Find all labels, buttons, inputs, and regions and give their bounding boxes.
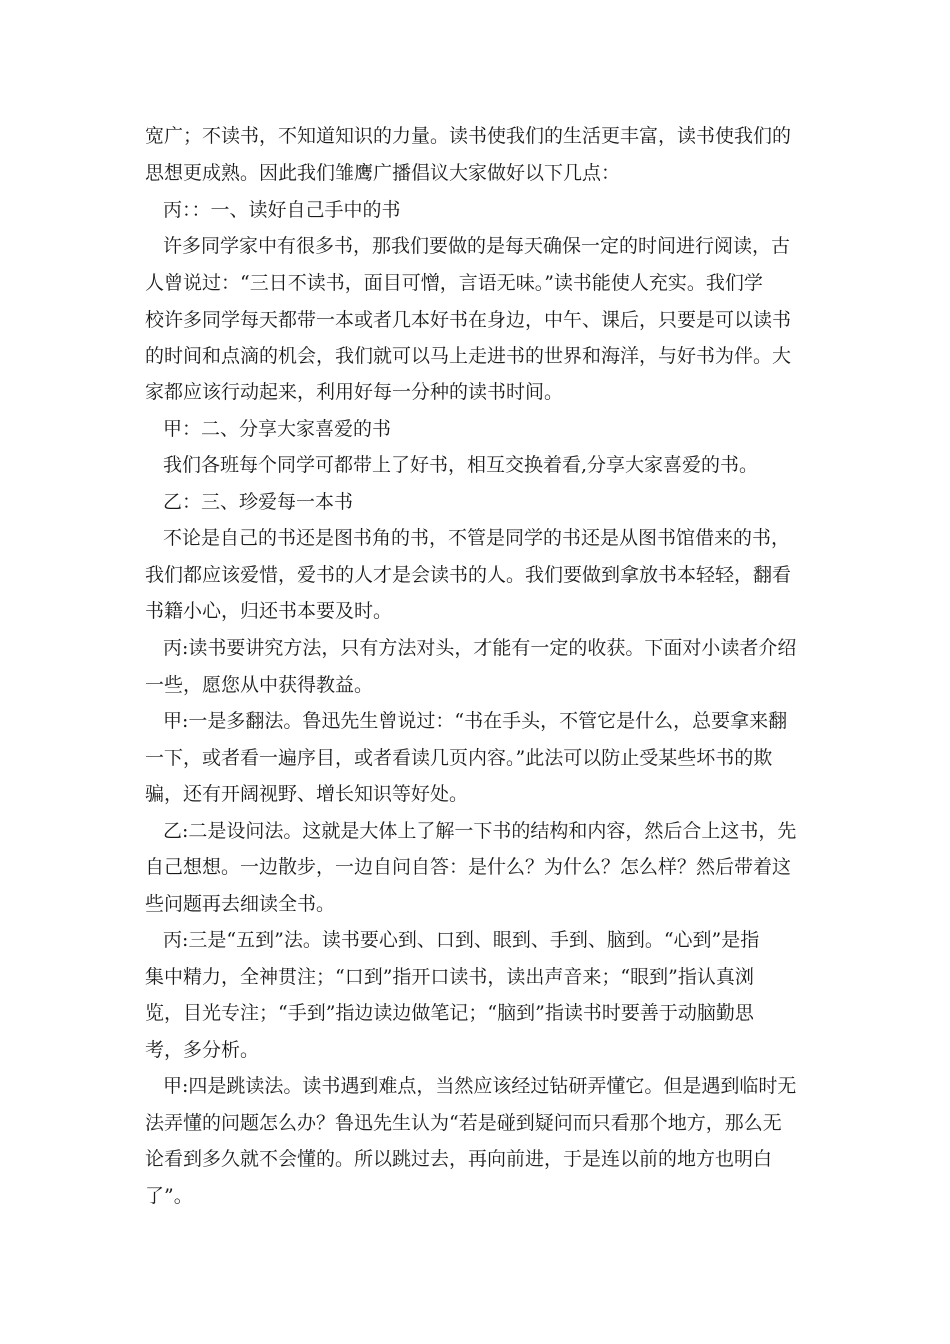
text-line: 丙:三是“五到”法。读书要心到、口到、眼到、手到、脑到。“心到”是指 — [163, 929, 760, 951]
text-line: 自己想想。一边散步，一边自问自答：是什么？为什么？怎么样？然后带着这 — [145, 856, 792, 878]
text-line: 我们各班每个同学可都带上了好书，相互交换着看,分享大家喜爱的书。 — [163, 454, 759, 476]
text-line: 法弄懂的问题怎么办？鲁迅先生认为“若是碰到疑问而只看那个地方，那么无 — [145, 1112, 782, 1134]
text-line: 一些，愿您从中获得教益。 — [145, 674, 374, 696]
text-line: 览，目光专注；“手到”指边读边做笔记；“脑到”指读书时要善于动脑勤思 — [145, 1002, 754, 1024]
text-line: 书籍小心，归还书本要及时。 — [145, 600, 393, 622]
text-line: 思想更成熟。因此我们雏鹰广播倡议大家做好以下几点： — [145, 162, 621, 184]
text-line: 甲:一是多翻法。鲁迅先生曾说过：“书在手头，不管它是什么，总要拿来翻 — [163, 710, 788, 732]
text-line: 的时间和点滴的机会，我们就可以马上走进书的世界和海洋，与好书为伴。大 — [145, 345, 792, 367]
text-line: 丙:读书要讲究方法，只有方法对头，才能有一定的收获。下面对小读者介绍 — [163, 637, 797, 659]
text-line: 论看到多久就不会懂的。所以跳过去，再向前进，于是连以前的地方也明白 — [145, 1148, 773, 1170]
text-line: 了”。 — [145, 1185, 193, 1207]
text-line: 考，多分析。 — [145, 1039, 260, 1061]
text-line: 不论是自己的书还是图书角的书，不管是同学的书还是从图书馆借来的书， — [163, 527, 791, 549]
text-line: 乙:二是设问法。这就是大体上了解一下书的结构和内容，然后合上这书，先 — [163, 820, 797, 842]
text-line: 我们都应该爱惜，爱书的人才是会读书的人。我们要做到拿放书本轻轻，翻看 — [145, 564, 792, 586]
section-heading: 丙：：一、读好自己手中的书 — [163, 199, 401, 221]
text-line: 校许多同学每天都带一本或者几本好书在身边，中午、课后，只要是可以读书 — [145, 309, 792, 331]
text-line: 许多同学家中有很多书，那我们要做的是每天确保一定的时间进行阅读，古 — [163, 235, 791, 257]
text-line: 一下，或者看一遍序目，或者看读几页内容。”此法可以防止受某些坏书的欺 — [145, 747, 773, 769]
text-line: 骗，还有开阔视野、增长知识等好处。 — [145, 783, 469, 805]
text-line: 些问题再去细读全书。 — [145, 893, 336, 915]
section-heading: 乙：三、珍爱每一本书 — [163, 491, 354, 513]
text-line: 人曾说过：“三日不读书，面目可憎，言语无味。”读书能使人充实。我们学 — [145, 272, 763, 294]
text-line: 集中精力，全神贯注；“口到”指开口读书，读出声音来；“眼到”指认真浏 — [145, 966, 754, 988]
text-line: 宽广；不读书，不知道知识的力量。读书使我们的生活更丰富，读书使我们的 — [145, 125, 792, 147]
section-heading: 甲：二、分享大家喜爱的书 — [163, 418, 392, 440]
text-line: 甲:四是跳读法。读书遇到难点，当然应该经过钻研弄懂它。但是遇到临时无 — [163, 1075, 797, 1097]
text-line: 家都应该行动起来，利用好每一分种的读书时间。 — [145, 381, 564, 403]
